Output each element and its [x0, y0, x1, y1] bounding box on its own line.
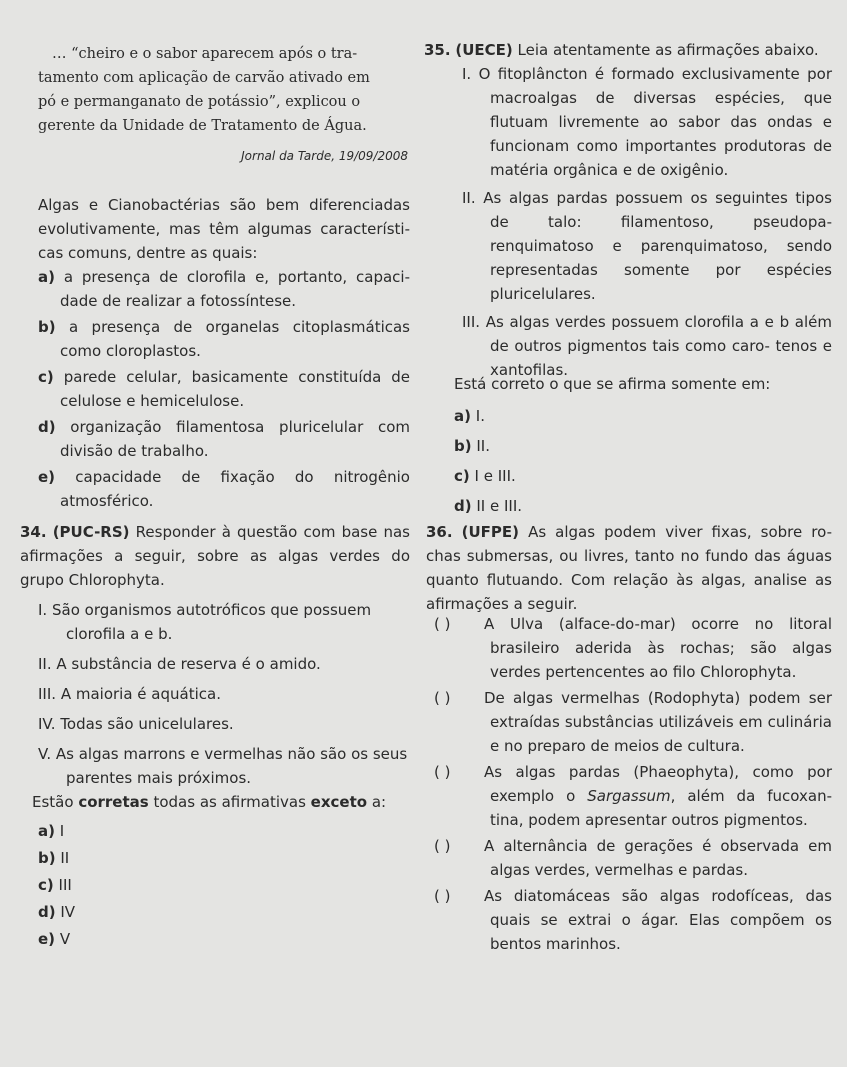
item-text: As algas marrons e vermelhas não são os seus parentes mais próximos.: [55, 745, 408, 787]
q34-item: [38, 682, 410, 706]
option-text: a presença de clorofila e, portanto, capaci- dade de realizar a fotossíntese.: [60, 268, 410, 310]
q35-options: [454, 405, 654, 518]
item-text: São organismos autotróficos que possuem clorofila a e b.: [51, 601, 372, 643]
q33-stem: Algas e Cianobactérias são bem diferenciadas evolutivamente, mas têm algumas característi- cas comuns, dentre as quais:: [38, 196, 410, 262]
q34-option-d[interactable]: [38, 901, 238, 924]
question-number: 35.: [424, 41, 451, 59]
q36-items: [434, 612, 832, 956]
question-source: (UFPE): [461, 523, 520, 541]
option-letter: e): [38, 468, 56, 486]
option-letter: c): [38, 876, 54, 894]
q36-stem: As algas podem viver fixas, sobre ro- chas submersas, ou livres, tanto no fundo das águas quanto flutuando. Com relação às algas, analise as afirmações a seguir.: [426, 523, 832, 613]
item-number: II.: [462, 189, 476, 207]
item-text: As algas verdes possuem clorofila a e b além de outros pigmentos tais como caro- tenos e xantofilas.: [485, 313, 832, 379]
q35-stem: Leia atentamente as afirmações abaixo.: [517, 41, 819, 59]
q35-prompt: Está correto o que se afirma somente em:: [454, 375, 771, 393]
quote-block: [38, 42, 410, 138]
q34-item: [38, 652, 410, 676]
q36-item: [434, 612, 832, 684]
item-text: As algas pardas possuem os seguintes tipos de talo: filamentoso, pseudopa- renquimatoso e parenquimatoso, sendo representadas somente por espécies pluricelulares.: [483, 189, 832, 303]
option-letter: c): [38, 368, 54, 386]
option-letter: d): [454, 497, 472, 515]
item-text: A alternância de gerações é observada em algas verdes, vermelhas e pardas.: [484, 837, 832, 879]
q34-stem: Responder à questão com base nas afirmações a seguir, sobre as algas verdes do grupo Chlorophyta.: [20, 523, 410, 589]
item-number: V.: [38, 745, 52, 763]
q34-items: [38, 598, 410, 790]
option-letter: b): [454, 437, 472, 455]
q34-item: [38, 598, 410, 646]
q34-stem-block: [20, 520, 410, 592]
option-text: I e III.: [474, 467, 516, 485]
prompt-text: a:: [367, 793, 387, 811]
quote-source: Jornal da Tarde, 19/09/2008: [241, 149, 408, 163]
item-text: , além da fucoxan- tina, podem apresentar outros pigmentos.: [490, 787, 832, 829]
answer-blank[interactable]: ( ): [434, 887, 451, 905]
prompt-bold: corretas: [78, 793, 149, 811]
item-text: As algas pardas (Phaeophyta), como por exemplo o: [484, 763, 832, 805]
option-letter: a): [38, 822, 55, 840]
q33-option-a[interactable]: [38, 265, 410, 313]
q35-items: [462, 62, 832, 382]
answer-blank[interactable]: ( ): [434, 615, 451, 633]
quote-line: tamento com aplicação de carvão ativado em: [38, 70, 370, 86]
option-letter: d): [38, 903, 56, 921]
q35-option-b[interactable]: [454, 435, 654, 458]
option-text: IV: [60, 903, 76, 921]
item-number: III.: [462, 313, 481, 331]
option-text: II: [60, 849, 70, 867]
quote-line: gerente da Unidade de Tratamento de Água.: [38, 118, 367, 134]
option-text: III: [58, 876, 72, 894]
option-text: I.: [475, 407, 485, 425]
quote-line: … “cheiro e o sabor aparecem após o tra-: [52, 46, 358, 62]
option-text: V: [59, 930, 71, 948]
q34-option-e[interactable]: [38, 928, 238, 951]
item-number: I.: [462, 65, 472, 83]
item-text: O fitoplâncton é formado exclusivamente por macroalgas de diversas espécies, que flutuam livremente ao sabor das ondas e funcionam como importantes produtoras de matéria orgânica e de oxigênio.: [478, 65, 832, 179]
item-text: De algas vermelhas (Rodophyta) podem ser extraídas substâncias utilizáveis em culinária e no preparo de meios de cultura.: [484, 689, 832, 755]
q36-item: [434, 834, 832, 882]
option-text: capacidade de fixação do nitrogênio atmosférico.: [60, 468, 410, 510]
q36-item: [434, 760, 832, 832]
q34-option-c[interactable]: [38, 874, 238, 897]
answer-blank[interactable]: ( ): [434, 689, 451, 707]
option-letter: c): [454, 467, 470, 485]
q35-option-a[interactable]: [454, 405, 654, 428]
prompt-text: todas as afirmativas: [148, 793, 311, 811]
q34-item: [38, 712, 410, 736]
question-number: 34.: [20, 523, 47, 541]
option-letter: a): [454, 407, 471, 425]
item-number: IV.: [38, 715, 56, 733]
prompt-bold: exceto: [310, 793, 368, 811]
quote-line: pó e permanganato de potássio”, explicou o: [38, 94, 361, 110]
q35-item: [462, 62, 832, 182]
item-text: A substância de reserva é o amido.: [56, 655, 321, 673]
q33-option-c[interactable]: [38, 365, 410, 413]
option-letter: e): [38, 930, 56, 948]
q34-options: [38, 820, 238, 951]
item-italic: Sargassum: [587, 787, 671, 805]
option-letter: b): [38, 318, 56, 336]
q33-option-b[interactable]: [38, 315, 410, 363]
q34-option-a[interactable]: [38, 820, 238, 843]
option-text: I: [59, 822, 65, 840]
option-letter: b): [38, 849, 56, 867]
option-text: a presença de organelas citoplasmáticas como cloroplastos.: [60, 318, 410, 360]
q35-stem-block: [424, 38, 832, 62]
q36-stem-block: [426, 520, 832, 616]
question-number: 36.: [426, 523, 453, 541]
item-number: I.: [38, 601, 48, 619]
answer-blank[interactable]: ( ): [434, 837, 451, 855]
q33-options: [38, 265, 410, 513]
answer-blank[interactable]: ( ): [434, 763, 451, 781]
q33-option-d[interactable]: [38, 415, 410, 463]
q34-option-b[interactable]: [38, 847, 238, 870]
q36-item: [434, 686, 832, 758]
q34-prompt: [32, 790, 410, 814]
q34-item: [38, 742, 410, 790]
q33-option-e[interactable]: [38, 465, 410, 513]
q35-item: [462, 186, 832, 306]
option-text: parede celular, basicamente constituída de celulose e hemicelulose.: [60, 368, 410, 410]
item-text: A Ulva (alface-do-mar) ocorre no litoral brasileiro aderida às rochas; são algas verdes pertencentes ao filo Chlorophyta.: [484, 615, 832, 681]
q35-option-c[interactable]: [454, 465, 654, 488]
question-source: (PUC-RS): [52, 523, 130, 541]
option-text: II e III.: [476, 497, 523, 515]
item-number: III.: [38, 685, 57, 703]
prompt-text: Estão: [32, 793, 79, 811]
item-text: A maioria é aquática.: [60, 685, 221, 703]
item-text: As diatomáceas são algas rodofíceas, das quais se extrai o ágar. Elas compõem os bentos marinhos.: [484, 887, 832, 953]
option-letter: a): [38, 268, 55, 286]
option-letter: d): [38, 418, 56, 436]
item-number: II.: [38, 655, 52, 673]
option-text: organização filamentosa pluricelular com divisão de trabalho.: [60, 418, 410, 460]
q36-item: [434, 884, 832, 956]
question-source: (UECE): [455, 41, 513, 59]
q35-option-d[interactable]: [454, 495, 654, 518]
item-text: Todas são unicelulares.: [60, 715, 234, 733]
option-text: II.: [476, 437, 490, 455]
